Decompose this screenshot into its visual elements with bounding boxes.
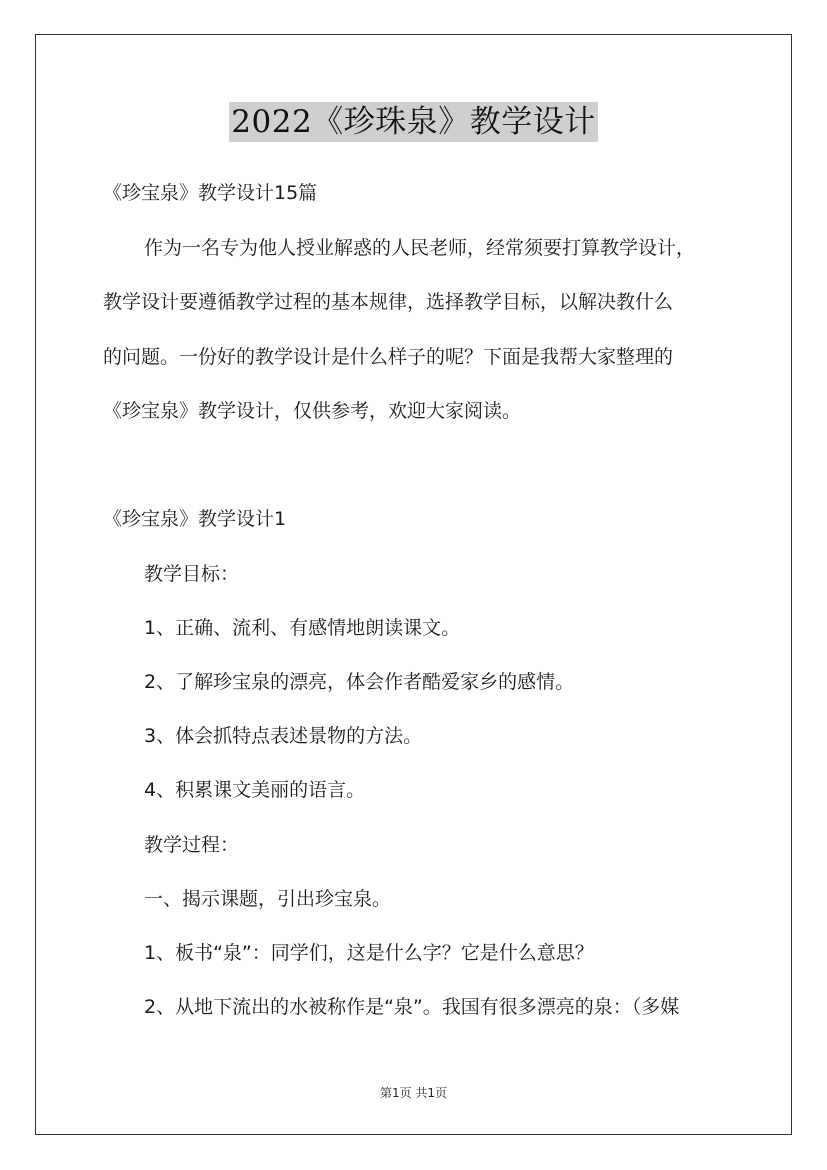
- document-title: 2022《珍珠泉》教学设计: [231, 104, 596, 140]
- intro-line-2: 教学设计要遵循教学过程的基本规律，选择教学目标，以解决教什么: [103, 291, 674, 313]
- goal-item-3: 3、体会抓特点表述景物的方法。: [144, 725, 423, 747]
- goals-label: 教学目标：: [144, 563, 240, 585]
- subtitle: 《珍宝泉》教学设计15篇: [103, 182, 318, 204]
- process-item-1: 一、揭示课题，引出珍宝泉。: [144, 888, 392, 910]
- section-heading: 《珍宝泉》教学设计1: [103, 508, 287, 530]
- goal-item-4: 4、积累课文美丽的语言。: [144, 779, 366, 801]
- goal-item-2: 2、了解珍宝泉的漂亮，体会作者酷爱家乡的感情。: [144, 671, 575, 693]
- intro-line-3: 的问题。一份好的教学设计是什么样子的呢？下面是我帮大家整理的: [103, 346, 674, 368]
- process-item-3: 2、从地下流出的水被称作是“泉”。我国有很多漂亮的泉：（多媒: [144, 996, 680, 1018]
- intro-line-4: 《珍宝泉》教学设计，仅供参考，欢迎大家阅读。: [103, 400, 522, 422]
- page-footer: 第1页 共1页: [379, 1086, 448, 1100]
- process-item-2: 1、板书“泉”：同学们，这是什么字？它是什么意思？: [144, 942, 594, 964]
- title-container: [0, 102, 827, 142]
- goal-item-1: 1、正确、流利、有感情地朗读课文。: [144, 617, 461, 639]
- process-label: 教学过程：: [144, 834, 240, 856]
- intro-line-1: 作为一名专为他人授业解惑的人民老师，经常须要打算教学设计，: [144, 237, 696, 259]
